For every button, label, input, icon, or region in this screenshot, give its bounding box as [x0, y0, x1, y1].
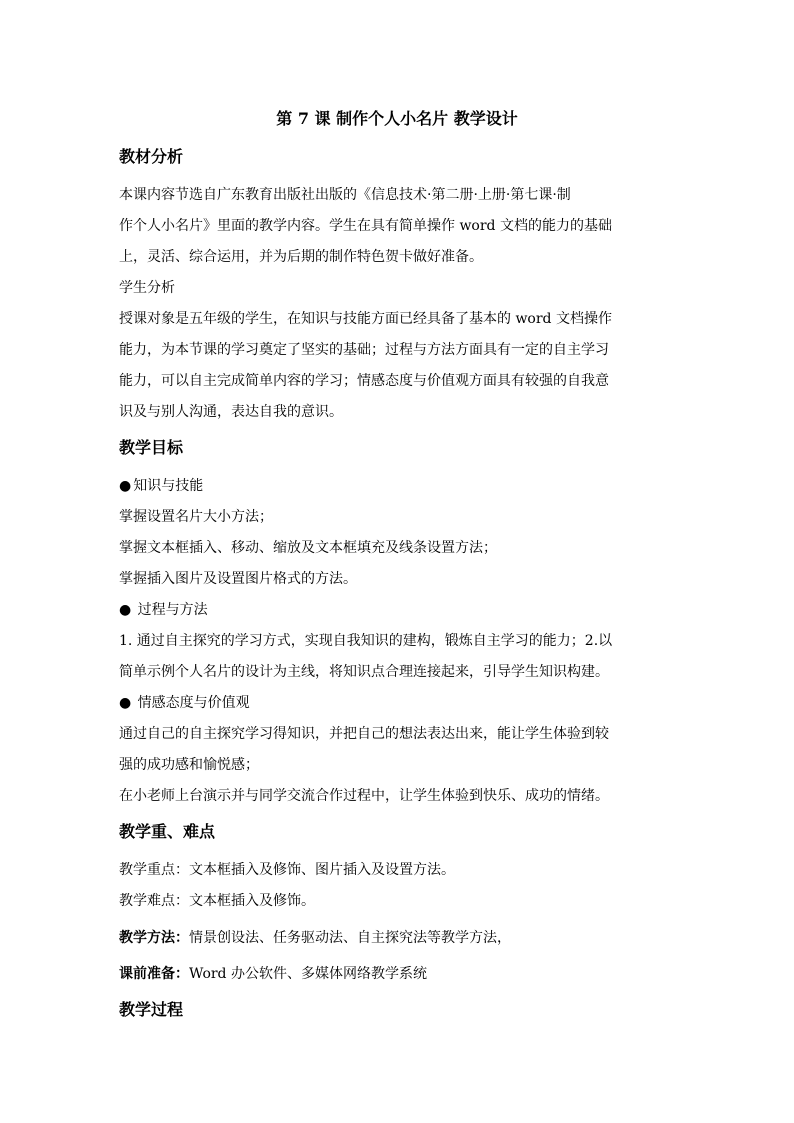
- bullet-knowledge-skills: [119, 476, 203, 496]
- paragraph-line: 1. 通过自主探究的学习方式，实现自我知识的建构，锻炼自主学习的能力；2.以: [119, 633, 613, 649]
- bullet-icon: ●: [119, 602, 132, 618]
- paragraph-line: 掌握设置名片大小方法；: [119, 509, 273, 525]
- paragraph-line: 在小老师上台演示并与同学交流合作过程中，让学生体验到快乐、成功的情绪。: [119, 788, 609, 804]
- key-point-line: 教学重点：文本框插入及修饰、图片插入及设置方法。: [119, 862, 455, 878]
- bullet-label: 过程与方法: [137, 602, 208, 618]
- heading-material-analysis: 教材分析: [119, 147, 184, 166]
- paragraph-line: 能力，为本节课的学习奠定了坚实的基础；过程与方法方面具有一定的自主学习: [119, 342, 609, 358]
- paragraph-line: 掌握文本框插入、移动、缩放及文本框填充及线条设置方法；: [119, 540, 497, 556]
- bullet-label: 知识与技能: [133, 478, 204, 494]
- bullet-process-methods: [119, 600, 208, 620]
- bullet-icon: ●: [119, 478, 132, 494]
- paragraph-line: 授课对象是五年级的学生，在知识与技能方面已经具备了基本的 word 文档操作: [119, 311, 612, 327]
- bullet-label: 情感态度与价值观: [137, 695, 250, 711]
- heading-teaching-goals: 教学目标: [119, 438, 184, 457]
- bullet-emotion-values: [119, 693, 250, 713]
- paragraph-line: 简单示例个人名片的设计为主线，将知识点合理连接起来，引导学生知识构建。: [119, 664, 609, 680]
- prep-label: 课前准备：: [119, 966, 189, 982]
- difficult-point-line: 教学难点：文本框插入及修饰。: [119, 893, 315, 909]
- methods-label: 教学方法：: [119, 930, 189, 946]
- teaching-methods-line: [119, 928, 511, 948]
- paragraph-line: 本课内容节选自广东教育出版社出版的《信息技术·第二册·上册·第七课·制: [119, 187, 571, 203]
- bullet-icon: ●: [119, 695, 132, 711]
- preparation-line: [119, 964, 427, 984]
- paragraph-line: 作个人小名片》里面的教学内容。学生在具有简单操作 word 文档的能力的基础: [119, 218, 612, 234]
- methods-text: 情景创设法、任务驱动法、自主探究法等教学方法，: [189, 930, 511, 946]
- paragraph-line: 能力，可以自主完成简单内容的学习；情感态度与价值观方面具有较强的自我意: [119, 373, 609, 389]
- heading-key-difficult-points: 教学重、难点: [119, 822, 216, 841]
- paragraph-line: 通过自己的自主探究学习得知识，并把自己的想法表达出来，能让学生体验到较: [119, 726, 609, 742]
- document-title: 第 7 课 制作个人小名片 教学设计: [276, 109, 518, 128]
- paragraph-line: 上，灵活、综合运用，并为后期的制作特色贺卡做好准备。: [119, 249, 483, 265]
- paragraph-line: 强的成功感和愉悦感；: [119, 757, 259, 773]
- paragraph-line: 掌握插入图片及设置图片格式的方法。: [119, 571, 357, 587]
- prep-text: Word 办公软件、多媒体网络教学系统: [189, 966, 427, 982]
- heading-student-analysis: 学生分析: [119, 280, 175, 296]
- heading-teaching-process: 教学过程: [119, 1000, 184, 1019]
- paragraph-line: 识及与别人沟通，表达自我的意识。: [119, 404, 343, 420]
